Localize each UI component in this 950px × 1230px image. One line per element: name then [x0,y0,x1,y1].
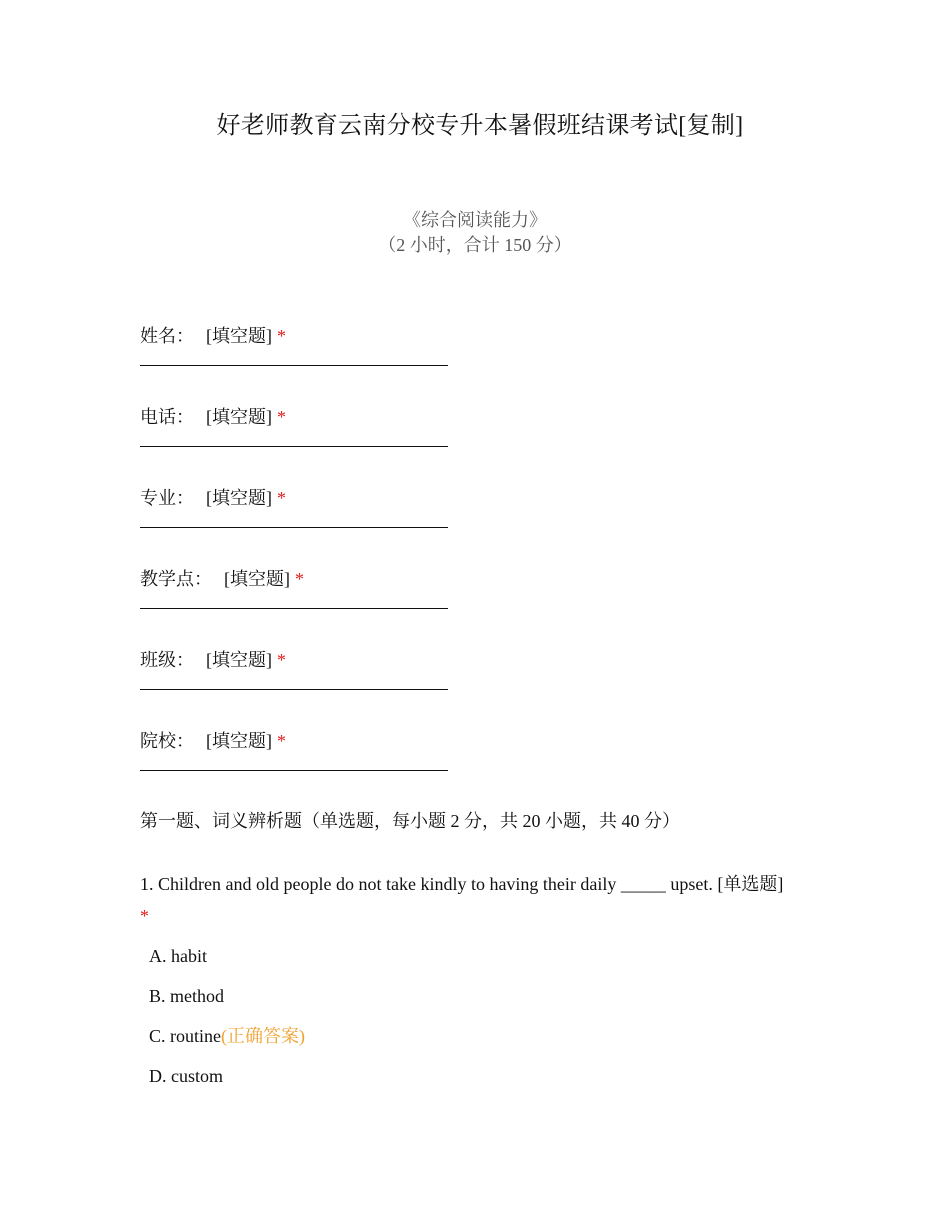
required-mark: * [277,407,286,427]
field-label-row [140,323,460,349]
question-type: [填空题] [224,569,290,589]
field-label-row [140,728,460,754]
field-label-row [140,647,460,673]
question-type: [填空题] [206,731,272,751]
class-input-line[interactable] [140,689,448,690]
field-label: 教学点： [140,569,212,589]
option-text: A. habit [149,946,207,966]
option-text: D. custom [149,1066,223,1086]
phone-input-line[interactable] [140,446,448,447]
option-b[interactable] [149,983,305,1023]
field-label: 专业： [140,488,194,508]
field-teaching-site [140,566,460,609]
required-mark: * [277,731,286,751]
question-type: [填空题] [206,326,272,346]
question-type: [填空题] [206,650,272,670]
option-a[interactable] [149,943,305,983]
required-mark: * [277,650,286,670]
question-type: [填空题] [206,488,272,508]
field-phone [140,404,460,447]
page-title: 好老师教育云南分校专升本暑假班结课考试[复制] [216,113,744,139]
option-c[interactable] [149,1023,305,1063]
required-mark: * [140,906,149,926]
field-class [140,647,460,690]
field-label: 电话： [140,407,194,427]
required-mark: * [295,569,304,589]
question-type: [单选题] [717,874,784,894]
required-mark: * [277,488,286,508]
field-label-row [140,404,460,430]
field-label: 院校： [140,731,194,751]
required-mark: * [277,326,286,346]
option-text: B. method [149,986,224,1006]
field-major [140,485,460,528]
question-1-options [149,943,305,1103]
exam-meta: （2 小时，合计 150 分） [378,235,572,255]
correct-answer-mark: (正确答案) [221,1026,305,1046]
major-input-line[interactable] [140,527,448,528]
question-text: 1. Children and old people do not take kindly to having their daily _____ upset. [140,874,713,894]
college-input-line[interactable] [140,770,448,771]
field-college [140,728,460,771]
teaching-site-input-line[interactable] [140,608,448,609]
name-input-line[interactable] [140,365,448,366]
exam-subject: 《综合阅读能力》 [403,210,547,230]
field-label: 姓名： [140,326,194,346]
question-1 [140,868,830,932]
question-type: [填空题] [206,407,272,427]
field-name [140,323,460,366]
option-text: C. routine [149,1026,221,1046]
option-d[interactable] [149,1063,305,1103]
field-label-row [140,566,460,592]
section-heading: 第一题、词义辨析题（单选题，每小题 2 分，共 20 小题，共 40 分） [140,811,680,831]
field-label: 班级： [140,650,194,670]
field-label-row [140,485,460,511]
